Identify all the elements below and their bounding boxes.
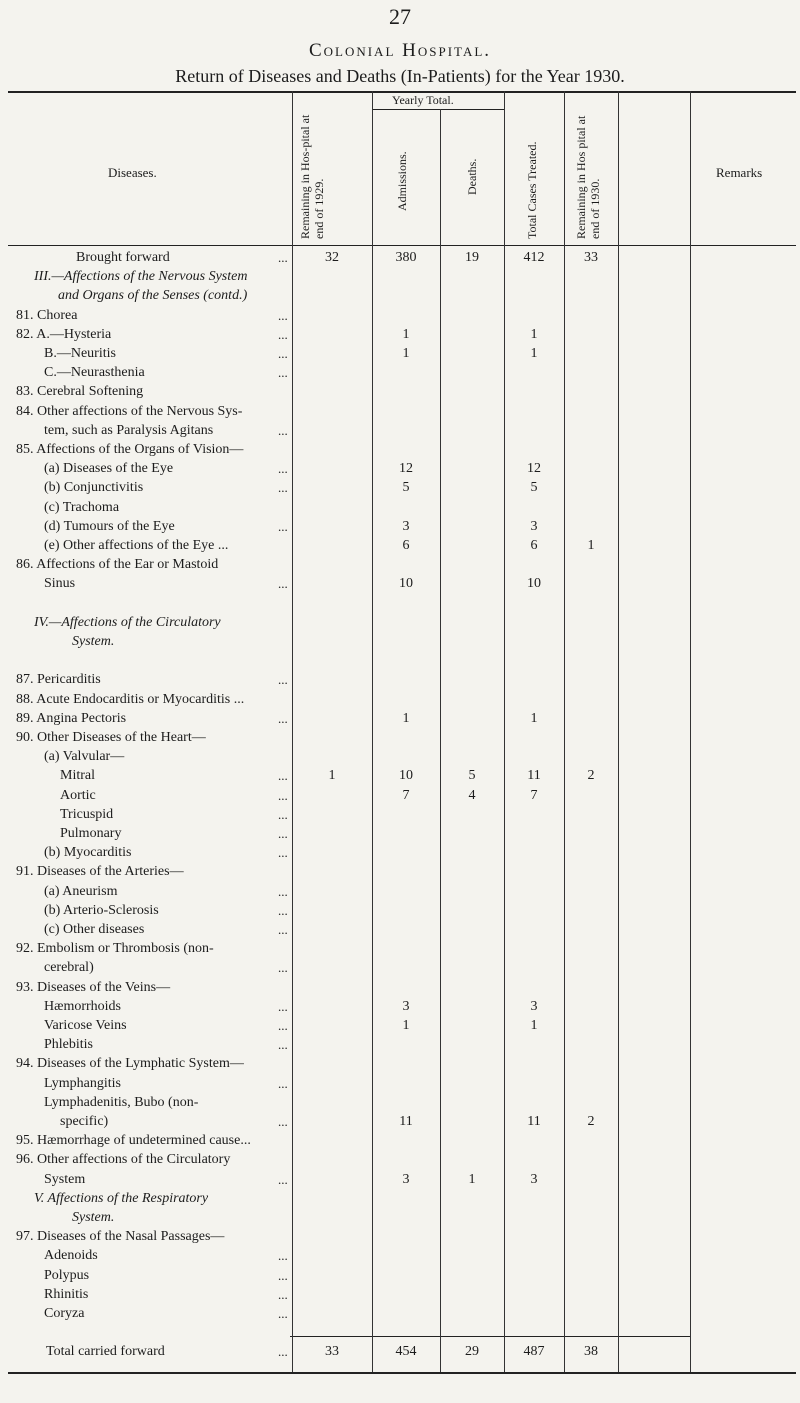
table-row (8, 825, 796, 842)
disease-label: 95. Hæmorrhage of undetermined cause... (16, 1133, 251, 1149)
table-row (8, 1132, 796, 1149)
table-row (8, 1228, 796, 1245)
total-top-rule (290, 1336, 690, 1337)
table-row (8, 691, 796, 708)
leader-dots: ... (278, 1248, 288, 1264)
admissions-cell: 3 (402, 518, 410, 534)
leader-dots: ... (278, 480, 288, 496)
total-treated-cell: 1 (530, 346, 538, 361)
header-diseases: Diseases. (108, 165, 157, 180)
table-row (8, 268, 796, 285)
admissions-cell: 1 (402, 1018, 410, 1033)
table-row (8, 729, 796, 746)
table-row (8, 403, 796, 420)
table-row (8, 959, 796, 976)
disease-label: 86. Affections of the Ear or Mastoid (16, 557, 219, 573)
deaths-cell: 1 (468, 1171, 476, 1187)
disease-label: Polypus (44, 1267, 90, 1283)
disease-label: 88. Acute Endocarditis or Myocarditis ... (16, 691, 245, 707)
total-treated-cell: 7 (530, 787, 538, 803)
disease-label: Phlebitis (44, 1037, 94, 1053)
leader-dots: ... (278, 826, 288, 841)
header-bottom-rule (8, 245, 796, 246)
page-subtitle: Return of Diseases and Deaths (In-Patients) for the Year 1930. (175, 66, 625, 86)
admissions-cell: 5 (402, 480, 410, 496)
table-row (8, 1247, 796, 1264)
remaining-end-cell: 2 (587, 768, 595, 784)
total-treated-cell: 11 (527, 768, 541, 784)
total-label: Total carried forward (46, 1344, 165, 1359)
leader-dots: ... (278, 672, 288, 688)
leader-dots: ... (278, 1171, 288, 1187)
table-row (8, 863, 796, 880)
table-row (8, 364, 796, 381)
leader-dots: ... (278, 326, 288, 342)
table-row (8, 671, 796, 688)
total-treated-cell: 11 (527, 1114, 541, 1129)
disease-label: (b) Arterio-Sclerosis (44, 902, 159, 918)
table-row (8, 767, 796, 784)
remaining-start-cell: 32 (325, 250, 339, 265)
table-row (8, 748, 796, 765)
total-treated-cell: 6 (530, 538, 538, 553)
table-row (8, 806, 796, 823)
table-row (8, 883, 796, 900)
table-row (8, 1036, 796, 1053)
admissions-cell: 380 (395, 250, 417, 265)
table-row (8, 326, 796, 343)
disease-label: 85. Affections of the Organs of Vision— (16, 442, 244, 457)
page-number: 27 (389, 4, 411, 29)
disease-label: III.—Affections of the Nervous System (34, 269, 248, 285)
disease-label: Pulmonary (60, 826, 122, 841)
table-row (8, 287, 796, 304)
leader-dots: ... (278, 365, 288, 381)
disease-label: (a) Valvular— (44, 749, 125, 765)
admissions-cell: 10 (399, 768, 413, 784)
remaining-start-cell: 1 (328, 768, 336, 784)
table-row (8, 345, 796, 362)
disease-label: Coryza (44, 1306, 85, 1321)
leader-dots: ... (278, 576, 288, 592)
table-row (8, 518, 796, 535)
table-row (8, 710, 796, 727)
table-row (8, 1075, 796, 1092)
remaining-end-cell: 33 (584, 250, 598, 265)
total-treated-cell: 3 (530, 1171, 538, 1187)
table-row (8, 499, 796, 516)
table-row (8, 1094, 796, 1111)
header-remaining-start: Remaining in Hos-pital at end of 1929. (298, 114, 326, 239)
table-row (8, 1171, 796, 1188)
total-treated-cell: 1 (530, 326, 538, 342)
header-yearly-total: Yearly Total. (392, 93, 454, 107)
disease-label: (e) Other affections of the Eye ... (44, 538, 229, 553)
remaining-end-cell: 2 (587, 1114, 595, 1129)
disease-label: C.—Neurasthenia (44, 365, 145, 381)
disease-label: System (44, 1171, 86, 1187)
disease-label: Mitral (60, 768, 95, 784)
leader-dots: ... (278, 845, 288, 861)
remaining-end-cell: 1 (587, 538, 595, 553)
table-row (8, 1151, 796, 1168)
disease-label: Brought forward (76, 250, 170, 265)
table-row (8, 614, 796, 631)
table-row (8, 633, 796, 650)
total-admissions: 454 (395, 1344, 417, 1359)
table-row (8, 595, 796, 612)
disease-label: 94. Diseases of the Lymphatic System— (16, 1056, 244, 1072)
leader-dots: ... (278, 710, 288, 726)
table-row (8, 787, 796, 804)
disease-label: 92. Embolism or Thrombosis (non- (16, 941, 214, 957)
table-row (8, 249, 796, 266)
table-row (8, 1209, 796, 1226)
table-row (8, 844, 796, 861)
leader-dots: ... (278, 960, 288, 976)
disease-label: (d) Tumours of the Eye (44, 518, 175, 534)
leader-dots: ... (278, 250, 288, 265)
leader-dots: ... (278, 461, 288, 477)
disease-label: (b) Conjunctivitis (44, 480, 144, 496)
total-treated-cell: 3 (530, 518, 538, 534)
header-remarks: Remarks (716, 165, 763, 180)
table-bottom-rule (8, 1372, 796, 1374)
leader-dots: ... (278, 1075, 288, 1091)
leader-dots: ... (278, 518, 288, 534)
total-treated-cell: 1 (530, 1018, 538, 1033)
table-row (8, 1190, 796, 1207)
leader-dots: ... (278, 346, 288, 361)
leader-dots: ... (278, 998, 288, 1014)
table-row (8, 441, 796, 458)
admissions-cell: 3 (402, 1171, 410, 1187)
disease-label: Sinus (44, 576, 76, 592)
table-row (8, 383, 796, 400)
disease-label: (b) Myocarditis (44, 845, 132, 861)
admissions-cell: 1 (402, 326, 410, 342)
admissions-cell: 6 (402, 538, 410, 553)
table-row (8, 479, 796, 496)
deaths-cell: 5 (468, 768, 476, 784)
leader-dots: ... (278, 1267, 288, 1283)
leader-dots: ... (278, 806, 288, 822)
leader-dots: ... (278, 787, 288, 803)
table-row (8, 556, 796, 573)
disease-label: 97. Diseases of the Nasal Passages— (16, 1229, 225, 1245)
leader-dots: ... (278, 422, 288, 438)
table-row (8, 1305, 796, 1322)
total-remaining-start: 33 (325, 1344, 339, 1359)
disease-label: Aortic (60, 787, 96, 803)
total-treated-cell: 3 (530, 998, 538, 1014)
leader-dots: ... (278, 307, 288, 323)
table-row (8, 902, 796, 919)
total-remaining-end: 38 (584, 1344, 598, 1359)
admissions-cell: 1 (402, 710, 410, 726)
header-deaths: Deaths. (465, 158, 479, 195)
leader-dots: ... (278, 1114, 288, 1129)
table-row (8, 537, 796, 554)
header-total-treated: Total Cases Treated. (525, 141, 539, 239)
disease-label: 83. Cerebral Softening (16, 384, 144, 400)
admissions-cell: 10 (399, 576, 413, 592)
table-row (8, 422, 796, 439)
disease-label: (a) Diseases of the Eye (44, 461, 174, 477)
header-admissions: Admissions. (395, 151, 409, 211)
header-remaining-end: Remaining in Hos pital at end of 1930. (574, 115, 602, 239)
table-row (8, 1017, 796, 1034)
total-treated-cell: 1 (530, 710, 538, 726)
table-row (8, 940, 796, 957)
table-row (8, 998, 796, 1015)
table-row (8, 1267, 796, 1284)
admissions-cell: 1 (402, 346, 410, 361)
disease-label: Lymphadenitis, Bubo (non- (44, 1094, 199, 1110)
deaths-cell: 19 (465, 250, 479, 265)
disease-label: 96. Other affections of the Circulatory (16, 1152, 231, 1168)
disease-label: (a) Aneurism (44, 883, 118, 899)
disease-label: 89. Angina Pectoris (16, 710, 127, 726)
page-title: Colonial Hospital. (308, 40, 492, 61)
total-treated: 487 (523, 1344, 545, 1359)
disease-label: tem, such as Paralysis Agitans (44, 422, 214, 438)
disease-label: (c) Trachoma (44, 499, 120, 515)
admissions-cell: 12 (399, 461, 413, 477)
admissions-cell: 7 (402, 787, 410, 803)
disease-label: Tricuspid (60, 806, 114, 822)
leader-dots: ... (278, 1037, 288, 1053)
admissions-cell: 11 (399, 1114, 413, 1129)
leader-dots: ... (278, 768, 288, 784)
disease-label: 91. Diseases of the Arteries— (16, 864, 184, 880)
total-treated-cell: 412 (523, 250, 545, 265)
disease-label: Hæmorrhoids (44, 998, 121, 1014)
disease-label: 81. Chorea (16, 307, 78, 323)
disease-label: and Organs of the Senses (contd.) (58, 288, 248, 304)
leader-dots: ... (278, 1286, 288, 1302)
disease-label: B.—Neuritis (44, 346, 116, 361)
leader-dots: ... (278, 922, 288, 937)
table-row (8, 307, 796, 324)
yearly-total-rule (372, 109, 504, 110)
disease-label: 84. Other affections of the Nervous Sys- (16, 403, 243, 419)
table-row (8, 575, 796, 592)
total-dots: ... (278, 1344, 288, 1359)
total-treated-cell: 12 (527, 461, 541, 477)
disease-return-table (8, 91, 796, 1374)
disease-label: specific) (60, 1114, 109, 1129)
table-row (8, 460, 796, 477)
table-row (8, 1286, 796, 1303)
table-row (8, 1055, 796, 1072)
table-row (8, 652, 796, 669)
disease-label: Varicose Veins (44, 1018, 127, 1033)
leader-dots: ... (278, 883, 288, 899)
disease-label: (c) Other diseases (44, 922, 145, 937)
leader-dots: ... (278, 1018, 288, 1033)
leader-dots: ... (278, 1306, 288, 1321)
disease-label: Adenoids (44, 1248, 98, 1264)
table-row (8, 1113, 796, 1130)
disease-label: cerebral) (44, 960, 94, 976)
leader-dots: ... (278, 902, 288, 918)
disease-label: System. (72, 1210, 115, 1225)
disease-label: IV.—Affections of the Circulatory (34, 614, 221, 630)
disease-label: System. (72, 634, 115, 649)
total-treated-cell: 10 (527, 576, 541, 592)
admissions-cell: 3 (402, 998, 410, 1014)
disease-label: V. Affections of the Respiratory (34, 1190, 209, 1206)
deaths-cell: 4 (468, 787, 476, 803)
disease-label: Rhinitis (44, 1286, 89, 1302)
disease-label: 82. A.—Hysteria (16, 326, 112, 342)
total-deaths: 29 (465, 1344, 479, 1359)
disease-label: Lymphangitis (44, 1075, 121, 1091)
disease-label: 90. Other Diseases of the Heart— (16, 730, 206, 745)
disease-label: 87. Pericarditis (16, 672, 101, 688)
total-treated-cell: 5 (530, 480, 538, 496)
disease-label: 93. Diseases of the Veins— (16, 979, 171, 995)
table-row (8, 921, 796, 938)
table-row (8, 979, 796, 996)
